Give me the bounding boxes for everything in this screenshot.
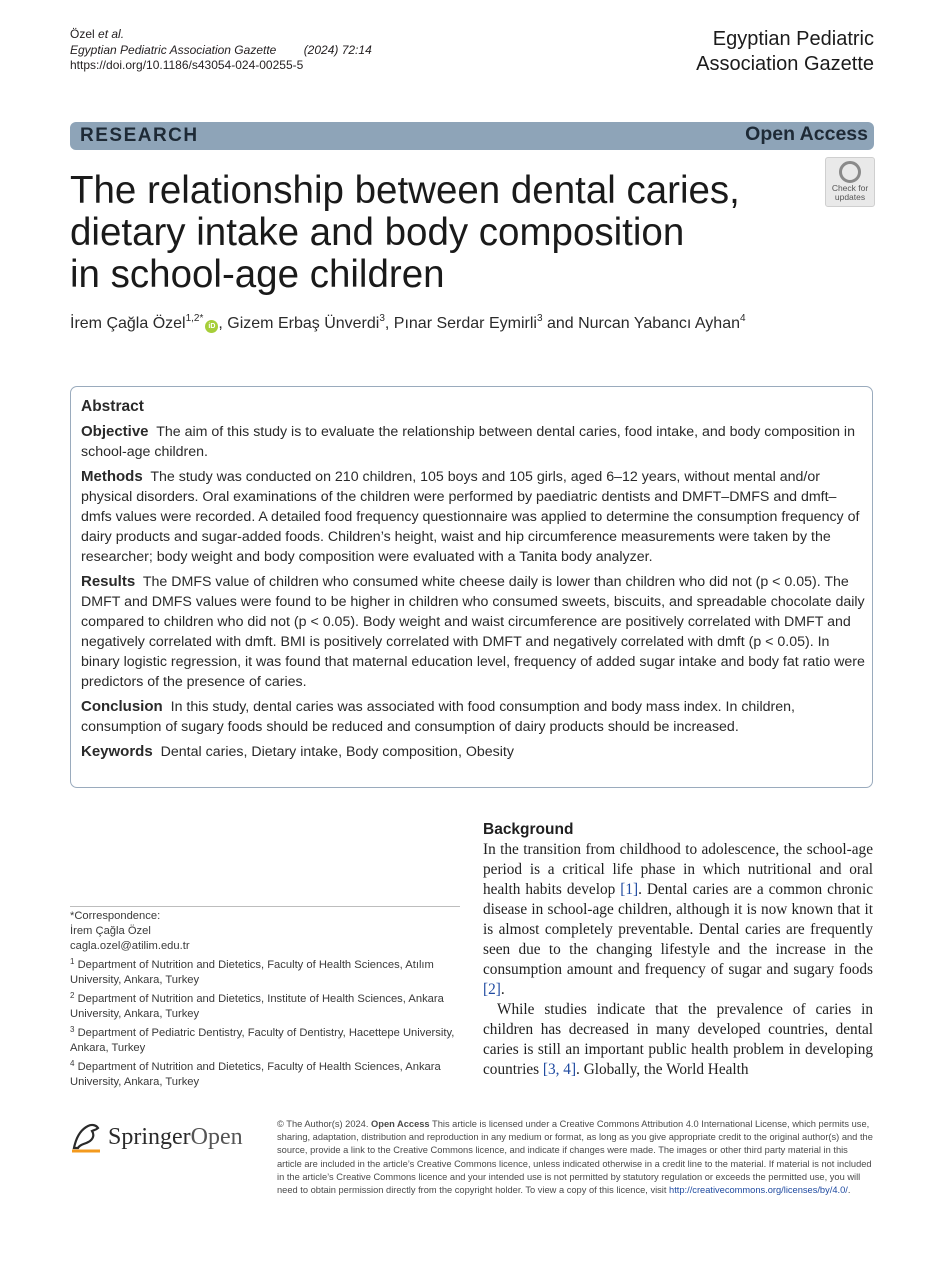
background-section [483,820,873,1080]
correspondence-block: *Correspondence: İrem Çağla Özel cagla.ozel@atilim.edu.tr $^1$ Department of Nutrition and Dietetics, Faculty of Health Sciences, Atılım University, Ankara, Turkey $^2$ Department of Nutrition and Dietetics, Institute of Health Sciences, Ankara University, Ankara, Turkey $^3$ Department of Pediatric Dentistry, Faculty of Dentistry, Hacettepe University, Ankara, Turkey $^4$ Department of Nutrition and Dietetics, Faculty of Health Sciences, Ankara University, Ankara, Turkey [70,909,460,1090]
author-list: İrem Çağla Özel$^{1,2*}$iD , Gizem Erbaş Ünverdi$^3$, Pınar Serdar Eymirli$^3$ and Nurcan Yabancı Ayhan$^4$ [70,313,746,332]
journal-brand: Egyptian Pediatric Association Gazette [696,28,874,75]
article-type-label: RESEARCH [80,125,199,146]
affiliation: $^3$ Department of Pediatric Dentistry, Faculty of Dentistry, Hacettepe University, Ankara, Turkey [70,1025,455,1054]
article-type-bar [70,122,874,150]
springer-open-logo: SpringerOpen [70,1118,260,1158]
check-for-updates-button[interactable]: Check for updates [825,157,875,207]
section-heading: Background [483,821,574,838]
citation-journal-line: Egyptian Pediatric Association Gazette (2024) 72:14 [70,42,372,57]
abstract-methods: Methods The study was conducted on 210 children, 105 boys and 105 girls, aged 6–12 years, without mental and/or physical disorders. Oral examinations of the children were performed by paediatric dentists and DMFT–DMFS and dmft–dmfs values were recorded. A detailed food frequency questionnaire was applied to determine the consumption frequency of dairy products and sugar-added foods. Children’s height, waist and hip circumference measurements were taken by the researcher; body weight and body composition were evaluated with a Tanita body analyzer. [81,468,860,565]
citation-header [70,27,372,74]
abstract-results: Results The DMFS value of children who consumed white cheese daily is lower than children who did not (p < 0.05). The DMFT and DMFS values were found to be higher in children who consumed sweets, biscuits, and spreadable chocolate daily compared to children who did not (p < 0.05). Body weight and waist circumference are positively correlated with DMFT and negatively correlated with dmft. BMI is positively correlated with DMFT and negatively correlated with dmft (p < 0.05). In binary logistic regression, it was found that maternal education level, frequency of added sugar intake and body fat ratio were predictors of the presence of caries. [81,573,865,690]
citation-link[interactable]: [2] [483,981,501,998]
bookmark-icon [839,161,861,183]
affiliation: $^1$ Department of Nutrition and Dietetics, Faculty of Health Sciences, Atılım University, Ankara, Turkey [70,957,434,986]
abstract-box [70,386,873,788]
author-name: Gizem Erbaş Ünverdi [227,315,380,332]
abstract-conclusion: Conclusion In this study, dental caries was associated with food consumption and body mass index. In children, consumption of sugary foods should be reduced and consumption of dairy products should be increased. [81,698,795,735]
springer-horse-icon [70,1118,104,1154]
abstract-heading: Abstract [81,398,144,415]
citation-link[interactable]: [1] [620,881,639,898]
license-link[interactable]: http://creativecommons.org/licenses/by/4.0/ [669,1185,848,1196]
body-paragraph: While studies indicate that the prevalence of caries in children has decreased in many developed countries, dental caries is still an important public health problem in developing countries [3, 4]. Globally, the World Health [483,1001,873,1078]
abstract-keywords: Keywords Dental caries, Dietary intake, Body composition, Obesity [81,743,514,760]
open-access-label: Open Access [745,123,868,145]
author-name: Nurcan Yabancı Ayhan [578,315,740,332]
doi-link[interactable]: https://doi.org/10.1186/s43054-024-00255-5 [70,58,304,72]
author-name: İrem Çağla Özel [70,315,186,332]
citation-authors: Özel et al. [70,27,125,41]
license-notice: © The Author(s) 2024. Open Access This article is licensed under a Creative Commons Attribution 4.0 International License, which permits use, sharing, adaptation, distribution and reproduction in any medium or format, as long as you give appropriate credit to the original author(s) and the source, provide a link to the Creative Commons licence, and indicate if changes were made. The images or other third party material in this article are included in the article’s Creative Commons licence, unless indicated otherwise in a credit line to the material. If material is not included in the article’s Creative Commons licence and your intended use is not permitted by statutory regulation or exceeds the permitted use, you will need to obtain permission directly from the copyright holder. To view a copy of this licence, visit http://creativecommons.org/licenses/by/4.0/. [277,1119,873,1196]
abstract-objective: Objective The aim of this study is to evaluate the relationship between dental caries, food intake, and body composition in school-age children. [81,423,855,460]
affiliation: $^4$ Department of Nutrition and Dietetics, Faculty of Health Sciences, Ankara University, Ankara, Turkey [70,1059,441,1088]
body-paragraph: In the transition from childhood to adolescence, the school-age period is a critical life phase in which nutritional and oral health habits develop [1]. Dental caries are a common chronic disease in school-age children, although it is now known that it is almost completely preventable. Dental caries are frequently seen due to the changing lifestyle and the increase in the consumption amount and frequency of sugar and sugary foods [2]. [483,841,873,998]
article-title: The relationship between dental caries, dietary intake and body composition in school-age children [70,169,740,296]
email-link[interactable]: cagla.ozel@atilim.edu.tr [70,940,190,952]
affiliation: $^2$ Department of Nutrition and Dietetics, Institute of Health Sciences, Ankara University, Ankara, Turkey [70,991,444,1020]
citation-link[interactable]: [3, 4] [542,1061,577,1078]
author-name: Pınar Serdar Eymirli [393,315,537,332]
footnote-divider [70,906,460,907]
orcid-icon[interactable]: iD [205,320,218,333]
